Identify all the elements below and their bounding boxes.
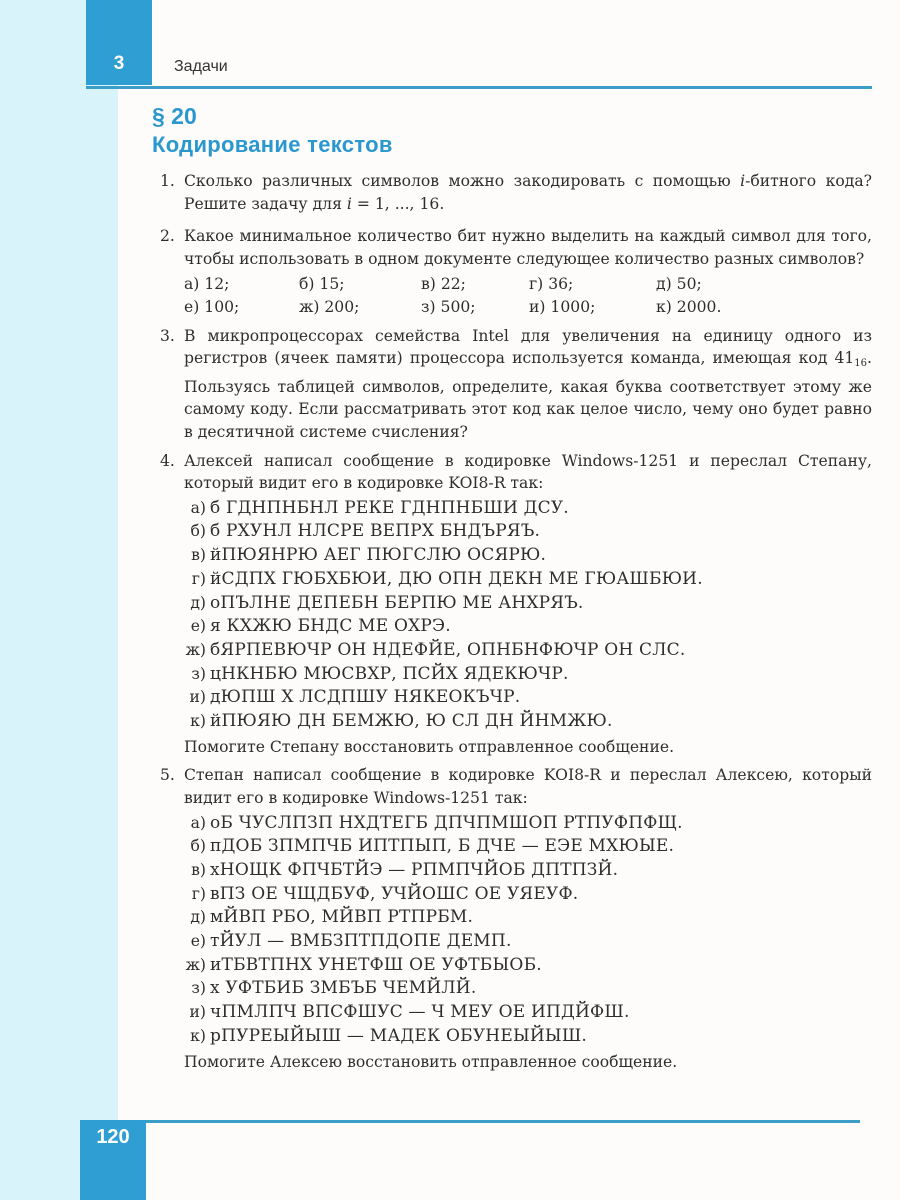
option: в) 22; [421, 275, 466, 294]
chapter-number: 3 [113, 53, 125, 74]
encoded-message: ж) иТБВТПНХ УНЕТФШ ОЕ УФТБЫОБ. [185, 954, 542, 975]
task-5 [160, 764, 872, 1073]
option: и) 1000; [529, 297, 596, 316]
option: е) 100; [184, 297, 240, 316]
encoded-messages [184, 497, 872, 734]
encoded-message: и) чПМЛПЧ ВПСФШУС — Ч МЕУ ОЕ ИПДЙФШ. [189, 1002, 630, 1023]
encoded-message: в) хНОЩК ФПЧБТЙЭ — РПМПЧЙОБ ДПТПЗЙ. [191, 859, 619, 880]
encoded-message: в) йПЮЯНРЮ АЕГ ПЮГСЛЮ ОСЯРЮ. [191, 545, 547, 566]
page-number: 120 [96, 1126, 130, 1148]
section-title: Кодирование текстов [152, 132, 393, 157]
encoded-message: б) б РХУНЛ НЛСРЕ ВЕПРХ БНДЪРЯЪ. [190, 521, 541, 542]
encoded-message: з) цНКНБЮ МЮСВХР, ПСЙХ ЯДЕКЮЧР. [191, 663, 569, 684]
task-text: В микропроцессорах семейства Intel для увеличения на единицу одного из регистров (ячеек памяти) процессора используется команда, имеющая код $41_{16}$. Пользуясь таблицей символов, определите, какая буква соответствует этому же самому коду. Если рассматривать этот код как целое число, чему оно будет равно в десятичной системе счисления? [184, 326, 872, 441]
task-number: 5. [160, 766, 175, 785]
chapter-number-badge [86, 0, 152, 85]
option: ж) 200; [299, 297, 360, 316]
encoded-message: а) оБ ЧУСЛПЗП НХДТЕГБ ДПЧПМШОП РТПУФПФЩ. [190, 812, 683, 833]
encoded-message: к) йПЮЯЮ ДН БЕМЖЮ, Ю СЛ ДН ЙНМЖЮ. [190, 711, 613, 732]
page-number-badge [80, 1120, 146, 1200]
footer-divider [80, 1120, 860, 1123]
task-3 [160, 325, 872, 444]
encoded-message: б) пДОБ ЗПМПЧБ ИПТПЫП, Б ДЧЕ — ЕЭЕ МХЮЫЕ. [190, 836, 675, 857]
option: г) 36; [529, 275, 574, 294]
option: з) 500; [421, 297, 476, 316]
running-header-title: Задачи [174, 58, 228, 75]
left-margin-strip [0, 0, 118, 1200]
encoded-message: д) оПЪЛНЕ ДЕПЕБН БЕРПЮ МЕ АНХРЯЪ. [190, 592, 584, 613]
encoded-message: к) рПУРЕЫЙЫШ — МАДЕК ОБУНЕЫЙЫШ. [190, 1025, 588, 1046]
section-number: § 20 [152, 103, 197, 129]
option: д) 50; [656, 275, 702, 294]
answer-options [184, 273, 872, 318]
task-1 [160, 170, 872, 215]
encoded-message: ж) бЯРПЕВЮЧР ОН НДЕФЙЕ, ОПНБНФЮЧР ОН СЛС. [185, 639, 686, 660]
encoded-message: а) б ГДНПНБНЛ РЕКЕ ГДНПНБШИ ДСУ. [190, 497, 569, 518]
task-text: Какое минимальное количество бит нужно выделить на каждый символ для того, чтобы использовать в одном документе следующее количество разных символов? [184, 227, 872, 268]
encoded-message: е) я КХЖЮ БНДС МЕ ОХРЭ. [190, 616, 451, 637]
encoded-message: г) вПЗ ОЕ ЧЩДБУФ, УЧЙОШС ОЕ УЯЕУФ. [191, 883, 579, 904]
task-number: 2. [160, 227, 175, 246]
encoded-message: е) тЙУЛ — ВМБЗПТПДОПЕ ДЕМП. [190, 931, 512, 952]
task-number: 4. [160, 451, 175, 470]
encoded-message: д) мЙВП РБО, МЙВП РТПРБМ. [190, 907, 474, 928]
task-4 [160, 450, 872, 759]
task-closing-text: Помогите Алексею восстановить отправленное сообщение. [184, 1052, 678, 1071]
task-closing-text: Помогите Степану восстановить отправленное сообщение. [184, 737, 675, 756]
task-text: Степан написал сообщение в кодировке KOI8-R и переслал Алексею, который видит его в кодировке Windows-1251 так: [184, 766, 872, 807]
header-divider [86, 86, 872, 89]
option: к) 2000. [656, 297, 722, 316]
task-list [160, 170, 872, 1079]
task-text: Алексей написал сообщение в кодировке Windows-1251 и переслал Степану, который видит его в кодировке KOI8-R так: [184, 451, 872, 493]
option: б) 15; [299, 275, 345, 294]
task-text: Сколько различных символов можно закодировать с помощью i-битного кода? Решите задачу для i = 1, ..., 16. [184, 172, 873, 213]
option: а) 12; [184, 275, 230, 294]
encoded-messages [184, 812, 872, 1049]
encoded-message: и) дЮПШ Х ЛСДПШУ НЯКЕОКЪЧР. [189, 687, 521, 708]
task-number: 3. [160, 326, 175, 345]
task-number: 1. [160, 172, 175, 190]
encoded-message: г) йСДПХ ГЮБХБЮИ, ДЮ ОПН ДЕКН МЕ ГЮАШБЮИ. [191, 568, 703, 589]
task-2 [160, 225, 872, 318]
encoded-message: з) х УФТБИБ ЗМБЪБ ЧЕМЙЛЙ. [191, 978, 477, 999]
